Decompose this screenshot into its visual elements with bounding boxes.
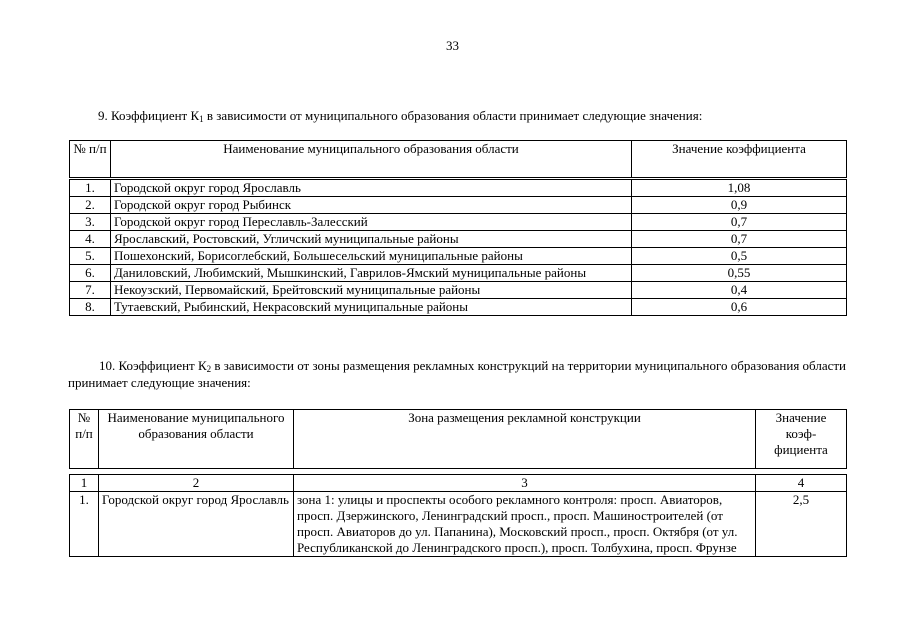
section-9-paragraph: 9. Коэффициент $К_1$ в зависимости от муниципального образования области принимает следующие значения: — [98, 108, 703, 124]
column-header-coefficient: Значение коэф- фициента — [756, 410, 847, 469]
row-municipality: Городской округ город Рыбинск — [111, 197, 632, 214]
table-row — [70, 265, 847, 282]
row-zone: зона 1: улицы и проспекты особого рекламного контроля: просп. Авиаторов, просп. Дзержинского, Ленинградский просп., просп. Машиностроителей (от просп. Авиаторов до ул. Папанина), Московский просп., просп. Октября (от ул. Республиканской до Ленинградского просп.), просп. Толбухина, просп. Фрунзе — [294, 492, 756, 557]
row-number: 1. — [70, 180, 111, 197]
table-row — [70, 214, 847, 231]
column-header-zone: Зона размещения рекламной конструкции — [294, 410, 756, 469]
table-row — [70, 282, 847, 299]
row-municipality: Даниловский, Любимский, Мышкинский, Гаврилов-Ямский муниципальные районы — [111, 265, 632, 282]
row-number: 8. — [70, 299, 111, 316]
row-municipality: Городской округ город Ярославль — [111, 180, 632, 197]
row-municipality: Городской округ город Переславль-Залесский — [111, 214, 632, 231]
row-coefficient: 0,7 — [632, 231, 847, 248]
row-number: 6. — [70, 265, 111, 282]
column-number-1: 1 — [70, 475, 99, 492]
row-municipality: Некоузский, Первомайский, Брейтовский муниципальные районы — [111, 282, 632, 299]
column-header-number: № п/п — [70, 141, 111, 178]
table-row — [70, 492, 847, 557]
column-header-number: № п/п — [70, 410, 99, 469]
column-number-2: 2 — [99, 475, 294, 492]
row-coefficient: 0,55 — [632, 265, 847, 282]
section-10-paragraph: 10. Коэффициент $К_2$ в зависимости от зоны размещения рекламных конструкций на территории муниципального образования области принимает следующие значения: — [68, 358, 846, 390]
coefficient-k2-table — [69, 474, 847, 557]
row-coefficient: 0,6 — [632, 299, 847, 316]
row-coefficient: 2,5 — [756, 492, 847, 557]
table-row — [70, 248, 847, 265]
row-coefficient: 1,08 — [632, 180, 847, 197]
column-header-coefficient: Значение коэффициента — [632, 141, 847, 178]
coefficient-k2-table-header — [69, 409, 847, 469]
table-row — [70, 299, 847, 316]
row-municipality: Тутаевский, Рыбинский, Некрасовский муниципальные районы — [111, 299, 632, 316]
coefficient-k1-table — [69, 179, 847, 316]
row-coefficient: 0,4 — [632, 282, 847, 299]
row-coefficient: 0,7 — [632, 214, 847, 231]
column-header-municipality: Наименование муниципального образования области — [111, 141, 632, 178]
table-row — [70, 231, 847, 248]
column-number-4: 4 — [756, 475, 847, 492]
row-coefficient: 0,5 — [632, 248, 847, 265]
column-header-municipality: Наименование муниципального образования области — [99, 410, 294, 469]
row-number: 1. — [70, 492, 99, 557]
table-row — [70, 180, 847, 197]
table-row — [70, 197, 847, 214]
row-number: 7. — [70, 282, 111, 299]
page-number: 33 — [446, 38, 459, 53]
row-municipality: Ярославский, Ростовский, Угличский муниципальные районы — [111, 231, 632, 248]
coefficient-k1-table-header — [69, 140, 847, 178]
row-coefficient: 0,9 — [632, 197, 847, 214]
row-number: 3. — [70, 214, 111, 231]
row-number: 2. — [70, 197, 111, 214]
row-number: 4. — [70, 231, 111, 248]
row-municipality: Городской округ город Ярославль — [99, 492, 294, 557]
column-number-3: 3 — [294, 475, 756, 492]
row-number: 5. — [70, 248, 111, 265]
row-municipality: Пошехонский, Борисоглебский, Большесельский муниципальные районы — [111, 248, 632, 265]
